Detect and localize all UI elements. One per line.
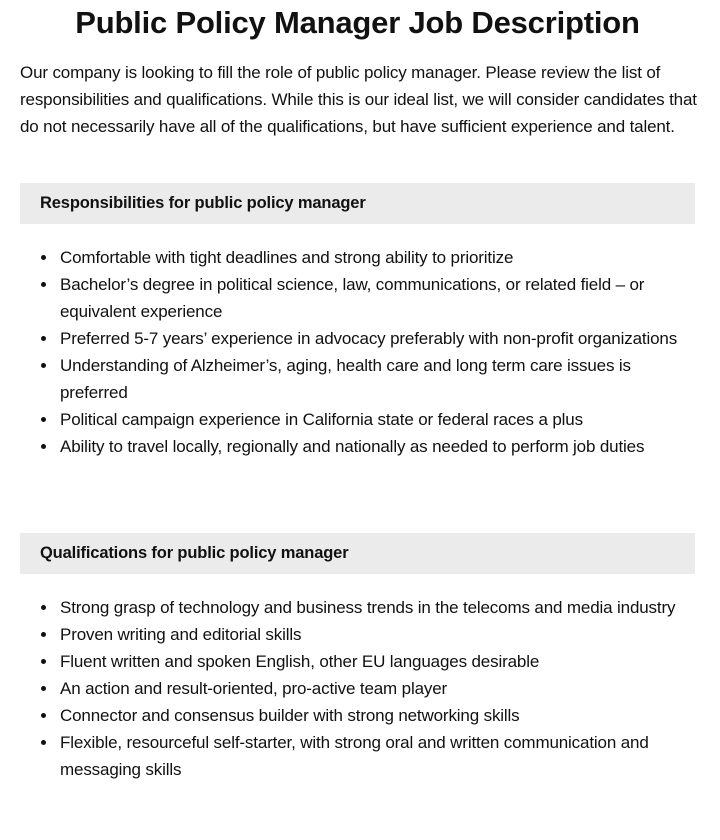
- bullet-icon: [41, 632, 46, 637]
- list-item: Ability to travel locally, regionally and nationally as needed to perform job duties: [60, 433, 690, 460]
- list-item: Proven writing and editorial skills: [60, 621, 690, 648]
- qualifications-header: [20, 533, 695, 574]
- list-item: Preferred 5-7 years’ experience in advocacy preferably with non-profit organizations: [60, 325, 690, 352]
- list-item: Strong grasp of technology and business trends in the telecoms and media industry: [60, 594, 690, 621]
- bullet-icon: [41, 417, 46, 422]
- responsibilities-header: [20, 183, 695, 224]
- list-item: Comfortable with tight deadlines and strong ability to prioritize: [60, 244, 690, 271]
- bullet-icon: [41, 363, 46, 368]
- bullet-icon: [41, 255, 46, 260]
- bullet-icon: [41, 336, 46, 341]
- bullet-icon: [41, 444, 46, 449]
- qualifications-list: [20, 594, 690, 783]
- list-item: Fluent written and spoken English, other EU languages desirable: [60, 648, 690, 675]
- list-item: An action and result-oriented, pro-active team player: [60, 675, 690, 702]
- list-item: Bachelor’s degree in political science, law, communications, or related field – or equivalent experience: [60, 271, 690, 325]
- bullet-icon: [41, 686, 46, 691]
- responsibilities-list: [20, 244, 690, 460]
- bullet-icon: [41, 282, 46, 287]
- list-item: Understanding of Alzheimer’s, aging, health care and long term care issues is preferred: [60, 352, 690, 406]
- responsibilities-heading: Responsibilities for public policy manager: [40, 194, 366, 212]
- page-title: Public Policy Manager Job Description: [75, 5, 640, 40]
- bullet-icon: [41, 713, 46, 718]
- bullet-icon: [41, 659, 46, 664]
- qualifications-heading: Qualifications for public policy manager: [40, 544, 349, 562]
- list-item: Political campaign experience in California state or federal races a plus: [60, 406, 690, 433]
- list-item: Flexible, resourceful self-starter, with strong oral and written communication and messaging skills: [60, 729, 690, 783]
- list-item: Connector and consensus builder with strong networking skills: [60, 702, 690, 729]
- bullet-icon: [41, 740, 46, 745]
- bullet-icon: [41, 605, 46, 610]
- intro-paragraph: Our company is looking to fill the role of public policy manager. Please review the list of responsibilities and qualifications. While this is our ideal list, we will consider candidates that do not necessarily have all of the qualifications, but have sufficient experience and talent.: [20, 63, 697, 136]
